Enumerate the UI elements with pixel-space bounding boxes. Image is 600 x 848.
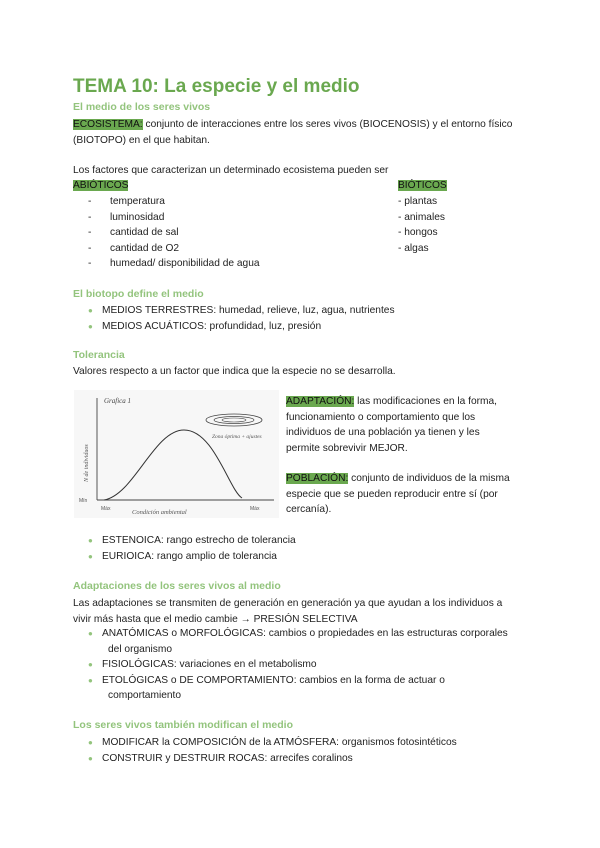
bullet-icon: ●	[88, 753, 93, 763]
tolerancia-list	[88, 533, 296, 564]
graph-tick-origin: Mín	[79, 498, 88, 504]
adaptaciones-text: Las adaptaciones se transmiten de generación en generación ya que ayudan a los individuos a vivir más hasta que el medio cambie → PRESIÓN SELECTIVA	[73, 598, 503, 625]
section-heading-modifican: Los seres vivos también modifican el medio	[73, 719, 293, 731]
graph-zone-label: Zona óptima + ajustes	[212, 434, 262, 440]
factors-intro: Los factores que caracterizan un determinado ecosistema pueden ser	[73, 165, 389, 176]
page-title: TEMA 10: La especie y el medio	[73, 76, 360, 97]
adaptaciones-list	[88, 626, 538, 704]
list-item: - hongos	[398, 227, 438, 238]
bullet-icon: ●	[88, 321, 93, 331]
list-item: ● EURIOICA: rango amplio de tolerancia	[88, 549, 296, 565]
list-item: ● ESTENOICA: rango estrecho de tolerancia	[88, 533, 296, 549]
list-item: - humedad/ disponibilidad de agua	[88, 258, 260, 269]
graph-ylabel: N de individuos	[84, 444, 90, 482]
tolerancia-text: Valores respecto a un factor que indica que la especie no se desarrolla.	[73, 366, 396, 377]
bullet-icon: ●	[88, 660, 93, 669]
graph-xlabel: Condición ambiental	[132, 509, 187, 516]
poblacion-definition: POBLACIÓN: conjunto de individuos de la misma especie que se pueden reproducir entre sí (por cercanía).	[286, 473, 510, 515]
modifican-list	[88, 735, 457, 766]
list-item: - cantidad de O2	[88, 242, 180, 254]
bullet-icon: ●	[88, 675, 93, 685]
list-item: - plantas	[398, 196, 438, 207]
adaptacion-term: ADAPTACIÓN:	[286, 396, 355, 407]
list-item: ● ETOLÓGICAS o DE COMPORTAMIENTO: cambios en la forma de actuar o comportamiento	[88, 674, 445, 701]
list-item: - animales	[398, 211, 445, 223]
list-item: ● MODIFICAR la COMPOSICIÓN de la ATMÓSFERA: organismos fotosintéticos	[88, 735, 457, 751]
ecosistema-definition: ECOSISTEMA: conjunto de interacciones entre los seres vivos (BIOCENOSIS) y el entorno físico (BIOTOPO) en el que habitan.	[73, 119, 513, 146]
abioticos-label: ABIÓTICOS	[73, 180, 129, 191]
graph-tick-right: Máx	[250, 506, 260, 512]
bullet-icon: ●	[88, 536, 93, 545]
list-item: ● CONSTRUIR y DESTRUIR ROCAS: arrecifes coralinos	[88, 751, 457, 767]
biotopo-list	[88, 303, 395, 334]
list-item: - algas	[398, 242, 429, 254]
bioticos-list	[398, 194, 445, 256]
ecosistema-term: ECOSISTEMA:	[73, 119, 143, 130]
section-heading-biotopo: El biotopo define el medio	[73, 288, 204, 300]
tolerance-graph	[74, 390, 279, 518]
list-item: ● ANATÓMICAS o MORFOLÓGICAS: cambios o propiedades en las estructuras corporales del organismo	[88, 628, 508, 655]
list-item: - temperatura	[88, 196, 165, 207]
graph-tick-left: Máx	[101, 506, 111, 512]
list-item: ● MEDIOS TERRESTRES: humedad, relieve, luz, agua, nutrientes	[88, 303, 395, 319]
adaptacion-definition: ADAPTACIÓN: las modificaciones en la forma, funcionamiento o comportamiento que los individuos de una población ya tienen y les permite sobrevivir MEJOR.	[286, 396, 498, 454]
bullet-icon: ●	[88, 738, 93, 747]
bullet-icon: ●	[88, 551, 93, 561]
bullet-icon: ●	[88, 629, 93, 638]
list-item: ● MEDIOS ACUÁTICOS: profundidad, luz, presión	[88, 319, 395, 335]
section-heading-adaptaciones: Adaptaciones de los seres vivos al medio	[73, 580, 281, 592]
section-heading-medio: El medio de los seres vivos	[73, 101, 211, 113]
list-item: ● FISIOLÓGICAS: variaciones en el metabolismo	[88, 657, 538, 673]
section-heading-tolerancia: Tolerancia	[73, 349, 125, 361]
list-item: - luminosidad	[88, 211, 165, 223]
abioticos-list	[88, 194, 260, 272]
bioticos-label: BIÓTICOS	[398, 180, 447, 191]
tolerance-graph-svg	[74, 390, 279, 518]
bullet-icon: ●	[88, 306, 93, 315]
poblacion-term: POBLACIÓN:	[286, 473, 349, 484]
list-item: - cantidad de sal	[88, 227, 179, 238]
graph-title: Grafica 1	[104, 397, 132, 405]
